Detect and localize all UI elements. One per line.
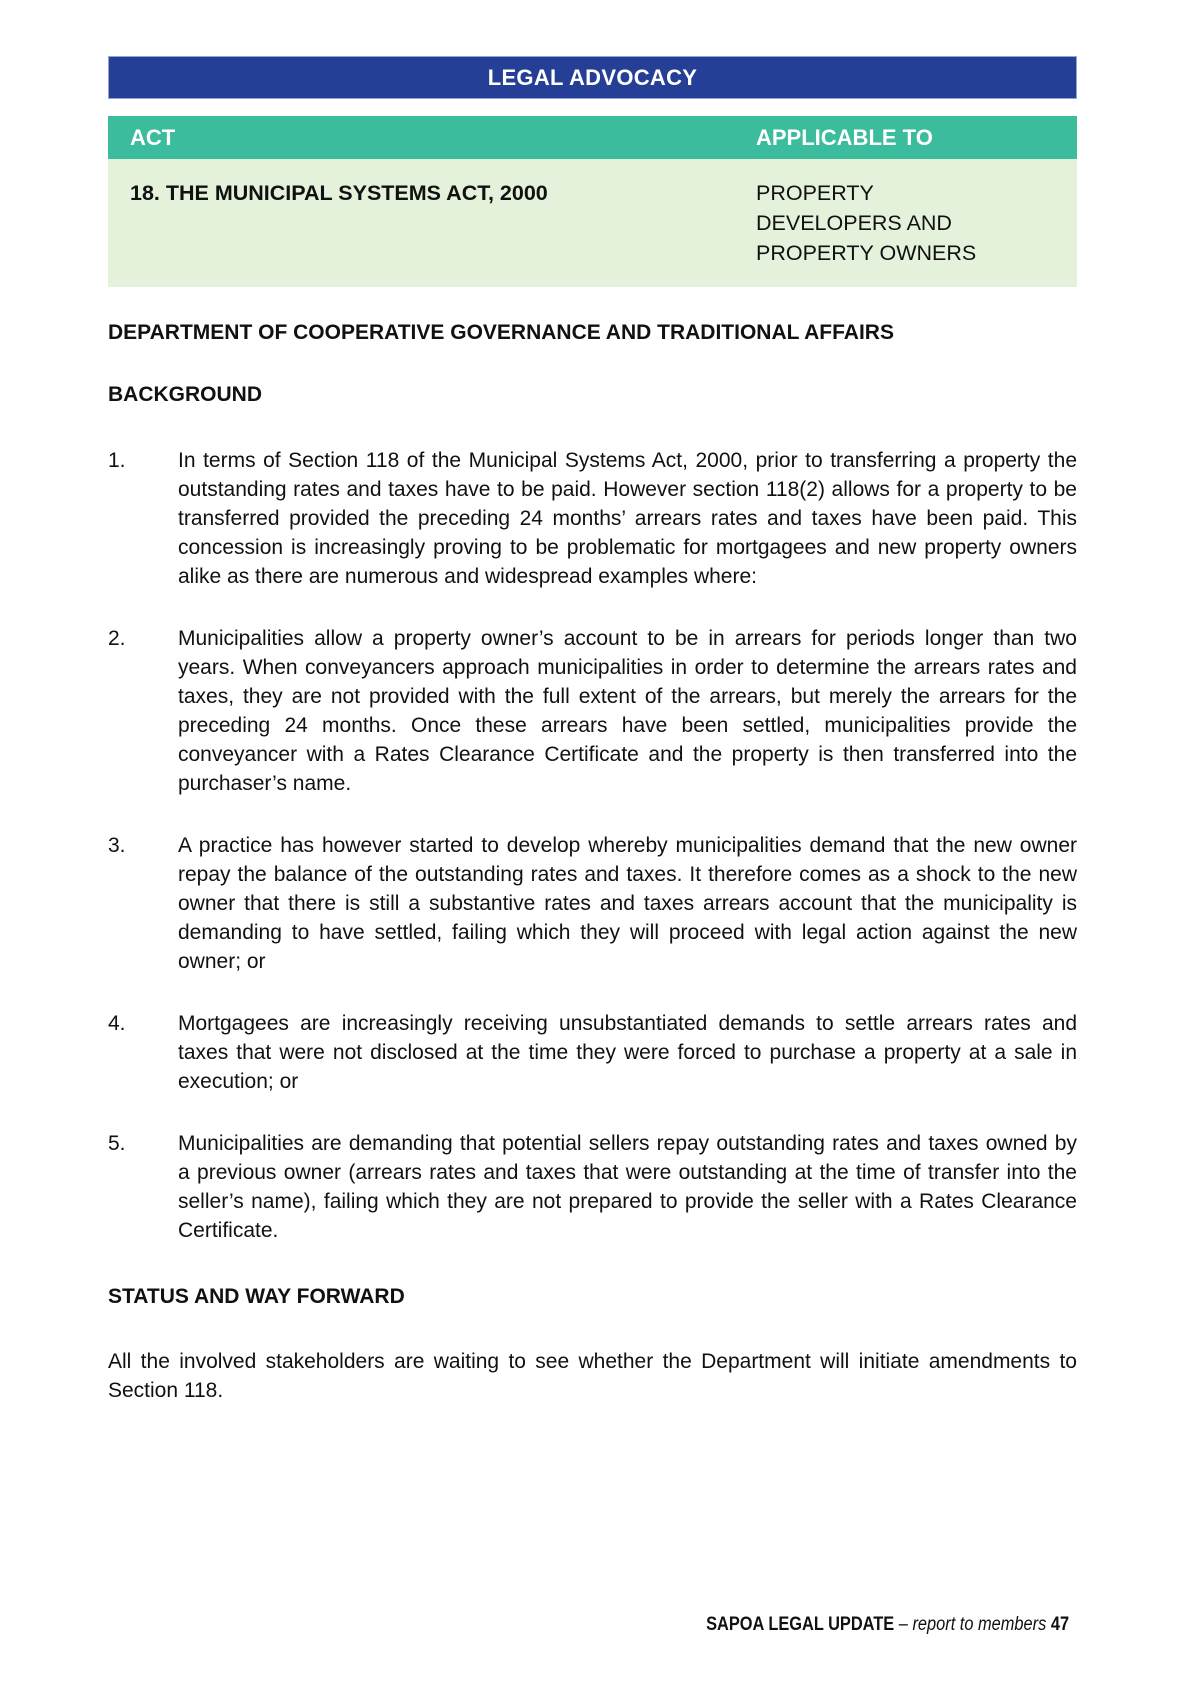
applicable-to-column-header: APPLICABLE TO (756, 124, 933, 150)
list-item (108, 1129, 1077, 1245)
item-number: 5. (108, 1132, 126, 1155)
list-item (108, 624, 1077, 798)
item-text: A practice has however started to develop whereby municipalities demand that the new owner repay the balance of the outstanding rates and taxes. It therefore comes as a shock to the new owner that there is still a substantive rates and taxes arrears account that the municipality is demanding to have settled, failing which they will proceed with legal action against the new owner; or (178, 834, 1077, 973)
content-area (108, 0, 1077, 1405)
department-heading: DEPARTMENT OF COOPERATIVE GOVERNANCE AND TRADITIONAL AFFAIRS (108, 321, 894, 344)
act-title: 18. THE MUNICIPAL SYSTEMS ACT, 2000 (130, 181, 548, 205)
page-footer (706, 1613, 1069, 1636)
item-number: 4. (108, 1012, 126, 1035)
status-paragraph: All the involved stakeholders are waiting to see whether the Department will initiate amendments to Section 118. (108, 1350, 1077, 1402)
list-item (108, 446, 1077, 591)
footer-subtitle: report to members (912, 1613, 1047, 1635)
legal-advocacy-banner (108, 56, 1077, 99)
list-item (108, 831, 1077, 976)
item-number: 1. (108, 449, 126, 472)
applicable-to-cell (756, 178, 1077, 268)
applicable-to-value: PROPERTY DEVELOPERS AND PROPERTY OWNERS (756, 181, 977, 265)
list-item (108, 1009, 1077, 1096)
act-table-header-row (108, 116, 1077, 159)
banner-title: LEGAL ADVOCACY (487, 64, 698, 90)
act-column-header: ACT (130, 124, 176, 150)
act-table (108, 116, 1077, 287)
footer-publication: SAPOA LEGAL UPDATE (706, 1613, 895, 1635)
status-heading: STATUS AND WAY FORWARD (108, 1285, 405, 1308)
background-heading: BACKGROUND (108, 383, 262, 406)
table-row (108, 159, 1077, 287)
act-title-cell (108, 178, 756, 208)
page-number: 47 (1050, 1613, 1069, 1635)
item-text: In terms of Section 118 of the Municipal Systems Act, 2000, prior to transferring a property the outstanding rates and taxes have to be paid. However section 118(2) allows for a property to be transferred provided the preceding 24 months’ arrears rates and taxes have been paid. This concession is increasingly proving to be problematic for mortgagees and new property owners alike as there are numerous and widespread examples where: (178, 449, 1077, 588)
item-text: Municipalities are demanding that potential sellers repay outstanding rates and taxes owned by a previous owner (arrears rates and taxes that were outstanding at the time of transfer into the seller’s name), failing which they are not prepared to provide the seller with a Rates Clearance Certificate. (178, 1132, 1077, 1242)
item-text: Mortgagees are increasingly receiving unsubstantiated demands to settle arrears rates and taxes that were not disclosed at the time they were forced to purchase a property at a sale in execution; or (178, 1012, 1077, 1093)
item-text: Municipalities allow a property owner’s account to be in arrears for periods longer than two years. When conveyancers approach municipalities in order to determine the arrears rates and taxes, they are not provided with the full extent of the arrears, but merely the arrears for the preceding 24 months. Once these arrears have been settled, municipalities provide the conveyancer with a Rates Clearance Certificate and the property is then transferred into the purchaser’s name. (178, 627, 1077, 795)
item-number: 2. (108, 627, 126, 650)
item-number: 3. (108, 834, 126, 857)
footer-separator: – (898, 1613, 908, 1635)
